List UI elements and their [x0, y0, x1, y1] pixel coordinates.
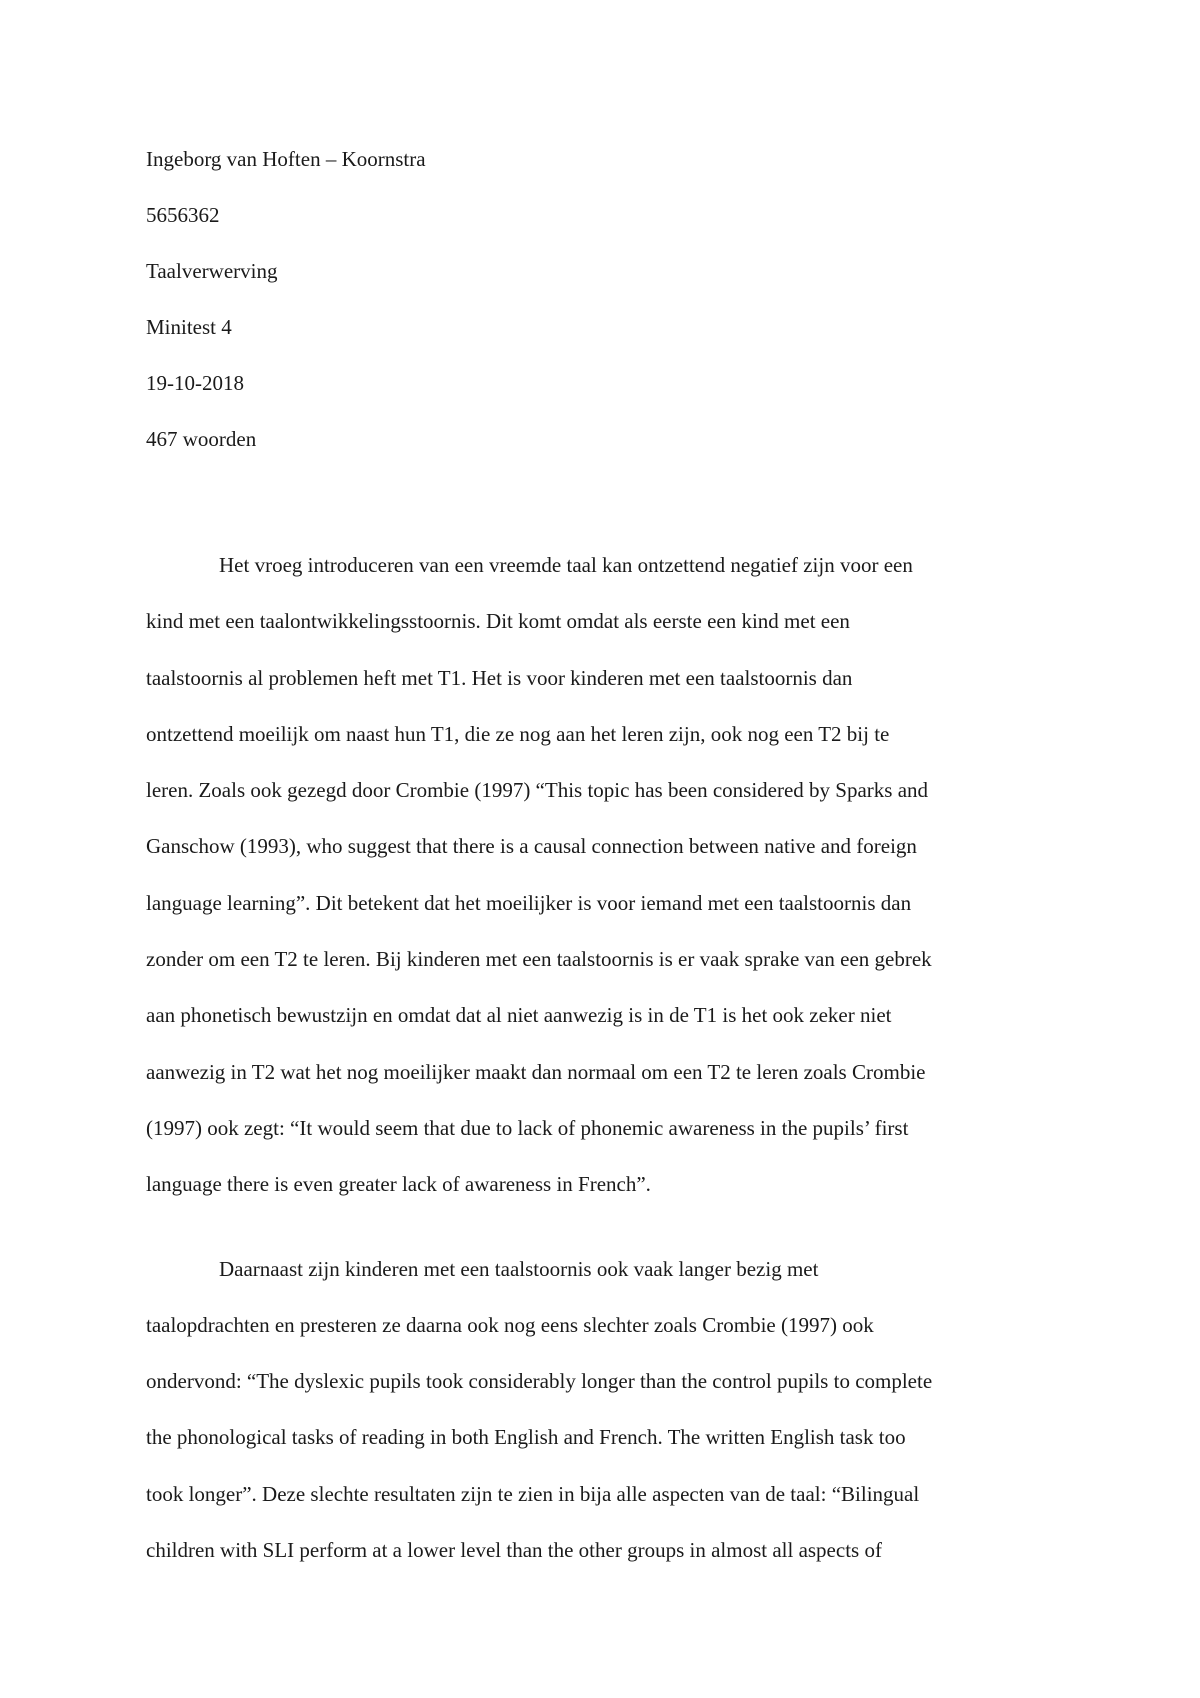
- paragraph-line: zonder om een T2 te leren. Bij kinderen met een taalstoornis is er vaak sprake van een gebrek: [146, 947, 932, 972]
- paragraph-line: Ganschow (1993), who suggest that there is a causal connection between native and foreign: [146, 834, 917, 859]
- paragraph-line: (1997) ook zegt: “It would seem that due to lack of phonemic awareness in the pupils’ first: [146, 1115, 909, 1140]
- paragraph-line: language there is even greater lack of awareness in French”.: [146, 1172, 651, 1197]
- paragraph-spacer: [146, 1213, 1066, 1241]
- paragraph-line: kind met een taalontwikkelingsstoornis. Dit komt omdat als eerste een kind met een: [146, 609, 850, 634]
- author-name: Ingeborg van Hoften – Koornstra: [146, 147, 426, 171]
- document-header: [146, 145, 1066, 481]
- paragraph-line: aan phonetisch bewustzijn en omdat dat al niet aanwezig is in de T1 is het ook zeker niet: [146, 1003, 892, 1028]
- word-count: 467 woorden: [146, 427, 257, 451]
- paragraph-line: children with SLI perform at a lower level than the other groups in almost all aspects of: [146, 1538, 882, 1563]
- paragraph-line: took longer”. Deze slechte resultaten zijn te zien in bija alle aspecten van de taal: “Bilingual: [146, 1481, 920, 1506]
- paragraph-line: the phonological tasks of reading in both English and French. The written English task too: [146, 1425, 906, 1450]
- paragraph-line: ondervond: “The dyslexic pupils took considerably longer than the control pupils to complete: [146, 1369, 933, 1394]
- student-number: 5656362: [146, 203, 220, 227]
- paragraph-line: leren. Zoals ook gezegd door Crombie (1997) “This topic has been considered by Sparks and: [146, 778, 929, 803]
- course-name: Taalverwerving: [146, 259, 278, 283]
- document-body: [146, 537, 1066, 1578]
- paragraph-line: taalopdrachten en presteren ze daarna ook nog eens slechter zoals Crombie (1997) ook: [146, 1312, 874, 1337]
- paragraph-line: taalstoornis al problemen heft met T1. Het is voor kinderen met een taalstoornis dan: [146, 665, 853, 690]
- assignment-name: Minitest 4: [146, 315, 232, 339]
- paragraph-2: [146, 1241, 1066, 1579]
- paragraph-line: Het vroeg introduceren van een vreemde taal kan ontzettend negatief zijn voor een: [219, 553, 913, 577]
- paragraph-line: aanwezig in T2 wat het nog moeilijker maakt dan normaal om een T2 te leren zoals Crombie: [146, 1059, 926, 1084]
- paragraph-line: language learning”. Dit betekent dat het moeilijker is voor iemand met een taalstoornis dan: [146, 890, 912, 915]
- paragraph-1: [146, 537, 1066, 1213]
- document-date: 19-10-2018: [146, 371, 244, 395]
- paragraph-line: ontzettend moeilijk om naast hun T1, die ze nog aan het leren zijn, ook nog een T2 bij te: [146, 721, 890, 746]
- paragraph-line: Daarnaast zijn kinderen met een taalstoornis ook vaak langer bezig met: [219, 1256, 819, 1281]
